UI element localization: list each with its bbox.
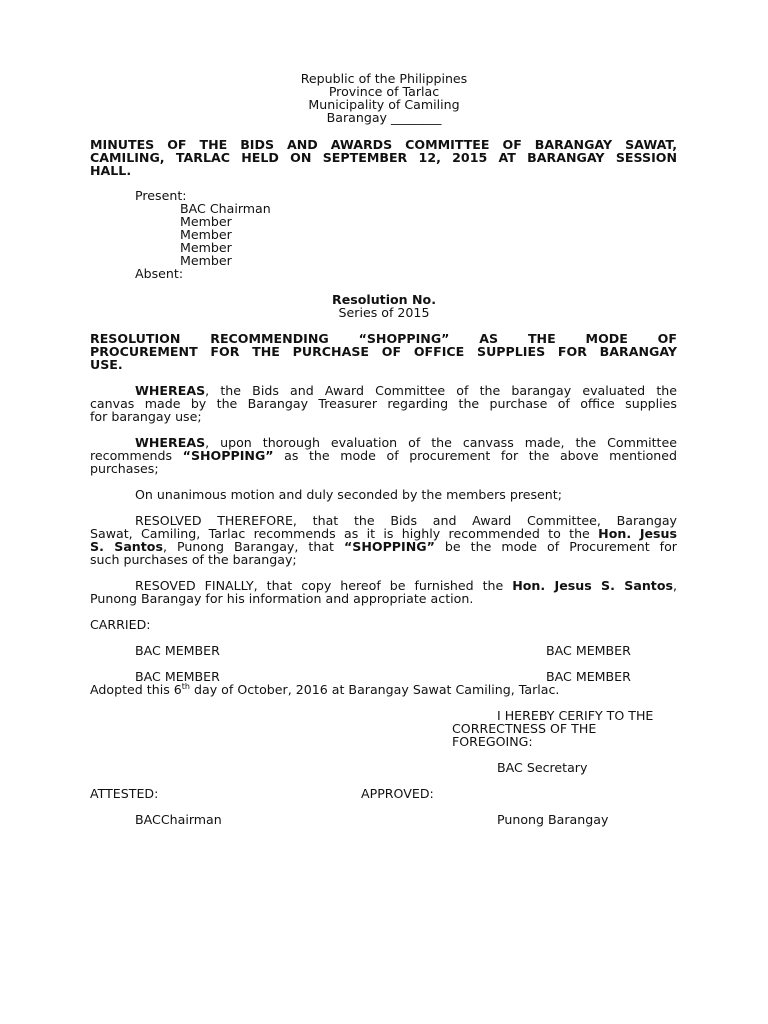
header-line-republic: Republic of the Philippines [300, 71, 468, 86]
resolved-line-4: such purchases of the barangay; [90, 552, 297, 567]
approved-label: APPROVED: [361, 786, 434, 801]
certify-line-3: FOREGOING: [452, 734, 533, 749]
whereas-2-line-2: recommends “SHOPPING” as the mode of procurement for the above mentioned [90, 448, 677, 463]
resolution-number: Resolution No. [332, 292, 436, 307]
member-bac-chairman: BAC Chairman [180, 201, 271, 216]
carried-label: CARRIED: [90, 617, 151, 632]
resolved-finally-line-1: RESOVED FINALLY, that copy hereof be furnished the Hon. Jesus S. Santos, [135, 578, 677, 593]
absent-label: Absent: [135, 266, 184, 281]
whereas-1-line-1: WHEREAS, the Bids and Award Committee of the barangay evaluated the [135, 383, 677, 398]
bac-member-signature: BAC MEMBER [135, 643, 220, 658]
resolved-line-2: Sawat, Camiling, Tarlac recommends as it is highly recommended to the Hon. Jesus [90, 526, 678, 541]
resolution-series: Series of 2015 [338, 305, 430, 320]
bac-secretary-signature: BAC Secretary [497, 760, 588, 775]
member-2: Member [180, 227, 232, 242]
certify-line-1: I HEREBY CERIFY TO THE [497, 708, 654, 723]
resolved-line-3: S. Santos, Punong Barangay, that “SHOPPING” be the mode of Procurement for [90, 539, 677, 554]
bac-member-signature: BAC MEMBER [546, 669, 631, 684]
resolution-title-line-1: RESOLUTION RECOMMENDING “SHOPPING” AS THE MODE OF [90, 331, 677, 346]
member-4: Member [180, 253, 232, 268]
bac-chairman-signature: BACChairman [135, 812, 222, 827]
whereas-2-line-1: WHEREAS, upon thorough evaluation of the canvass made, the Committee [135, 435, 677, 450]
certify-line-2: CORRECTNESS OF THE [452, 721, 597, 736]
minutes-title-line-1: MINUTES OF THE BIDS AND AWARDS COMMITTEE OF BARANGAY SAWAT, [90, 137, 677, 152]
resolution-title-line-3: USE. [90, 357, 123, 372]
header-line-barangay: Barangay ________ [326, 110, 442, 125]
resolution-title-line-2: PROCUREMENT FOR THE PURCHASE OF OFFICE SUPPLIES FOR BARANGAY [90, 344, 677, 359]
header-line-province: Province of Tarlac [328, 84, 440, 99]
minutes-title-line-2: CAMILING, TARLAC HELD ON SEPTEMBER 12, 2015 AT BARANGAY SESSION [90, 150, 677, 165]
minutes-title-line-3: HALL. [90, 163, 132, 178]
whereas-2-line-3: purchases; [90, 461, 159, 476]
resolved-line-1: RESOLVED THEREFORE, that the Bids and Award Committee, Barangay [135, 513, 677, 528]
unanimous-motion: On unanimous motion and duly seconded by the members present; [135, 487, 562, 502]
whereas-1-line-3: for barangay use; [90, 409, 202, 424]
whereas-1-line-2: canvas made by the Barangay Treasurer regarding the purchase of office supplies [90, 396, 677, 411]
punong-barangay-signature: Punong Barangay [497, 812, 609, 827]
bac-member-signature: BAC MEMBER [135, 669, 220, 684]
attested-label: ATTESTED: [90, 786, 159, 801]
present-label: Present: [135, 188, 187, 203]
adopted-line: Adopted this 6th day of October, 2016 at Barangay Sawat Camiling, Tarlac. [90, 682, 560, 697]
header-line-municipality: Municipality of Camiling [308, 97, 460, 112]
bac-member-signature: BAC MEMBER [546, 643, 631, 658]
member-1: Member [180, 214, 232, 229]
resolved-finally-line-2: Punong Barangay for his information and appropriate action. [90, 591, 474, 606]
member-3: Member [180, 240, 232, 255]
